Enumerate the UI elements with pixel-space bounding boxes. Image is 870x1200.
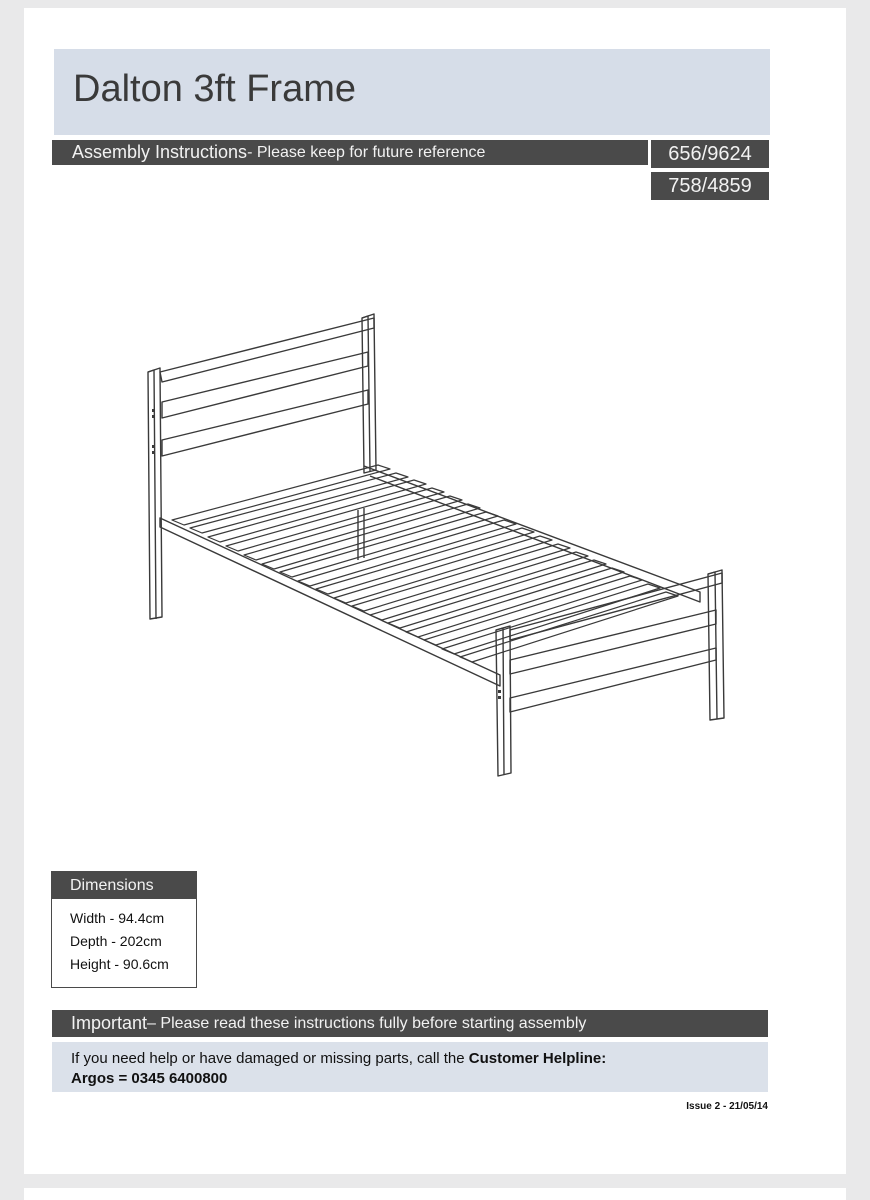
issue-date: Issue 2 - 21/05/14 [686,1101,768,1112]
product-code-2: 758/4859 [651,172,769,200]
left-side-rail [160,518,500,686]
dimensions-box [51,871,197,988]
dimension-height: Height - 90.6cm [70,956,169,972]
page-title: Dalton 3ft Frame [73,68,356,110]
important-note: – Please read these instructions fully before starting assembly [147,1014,587,1032]
dimension-width: Width - 94.4cm [70,910,165,926]
dimensions-heading: Dimensions [52,872,196,899]
dimension-depth: Depth - 202cm [70,933,162,949]
helpline-number: Argos = 0345 6400800 [71,1070,228,1087]
assembly-instructions-bar [52,140,648,165]
helpline-band [52,1042,768,1092]
next-page-edge [24,1188,846,1200]
bed-frame-illustration [120,300,730,780]
bed-slats [172,465,678,662]
important-label: Important [71,1013,148,1033]
headboard-lower-rail [162,390,368,456]
helpline-label: Customer Helpline: [468,1050,607,1067]
headboard-middle-rail [162,352,368,418]
instructions-label: Assembly Instructions [72,142,248,162]
important-bar [52,1010,768,1037]
dimensions-list [52,899,196,976]
footboard-lower-rail [510,648,716,712]
product-code-1: 656/9624 [651,140,769,168]
helpline-text: If you need help or have damaged or missing parts, call the [71,1050,469,1067]
helpline-line-1 [71,1049,768,1069]
instructions-note: - Please keep for future reference [247,143,486,161]
footboard-middle-rail [510,610,716,674]
